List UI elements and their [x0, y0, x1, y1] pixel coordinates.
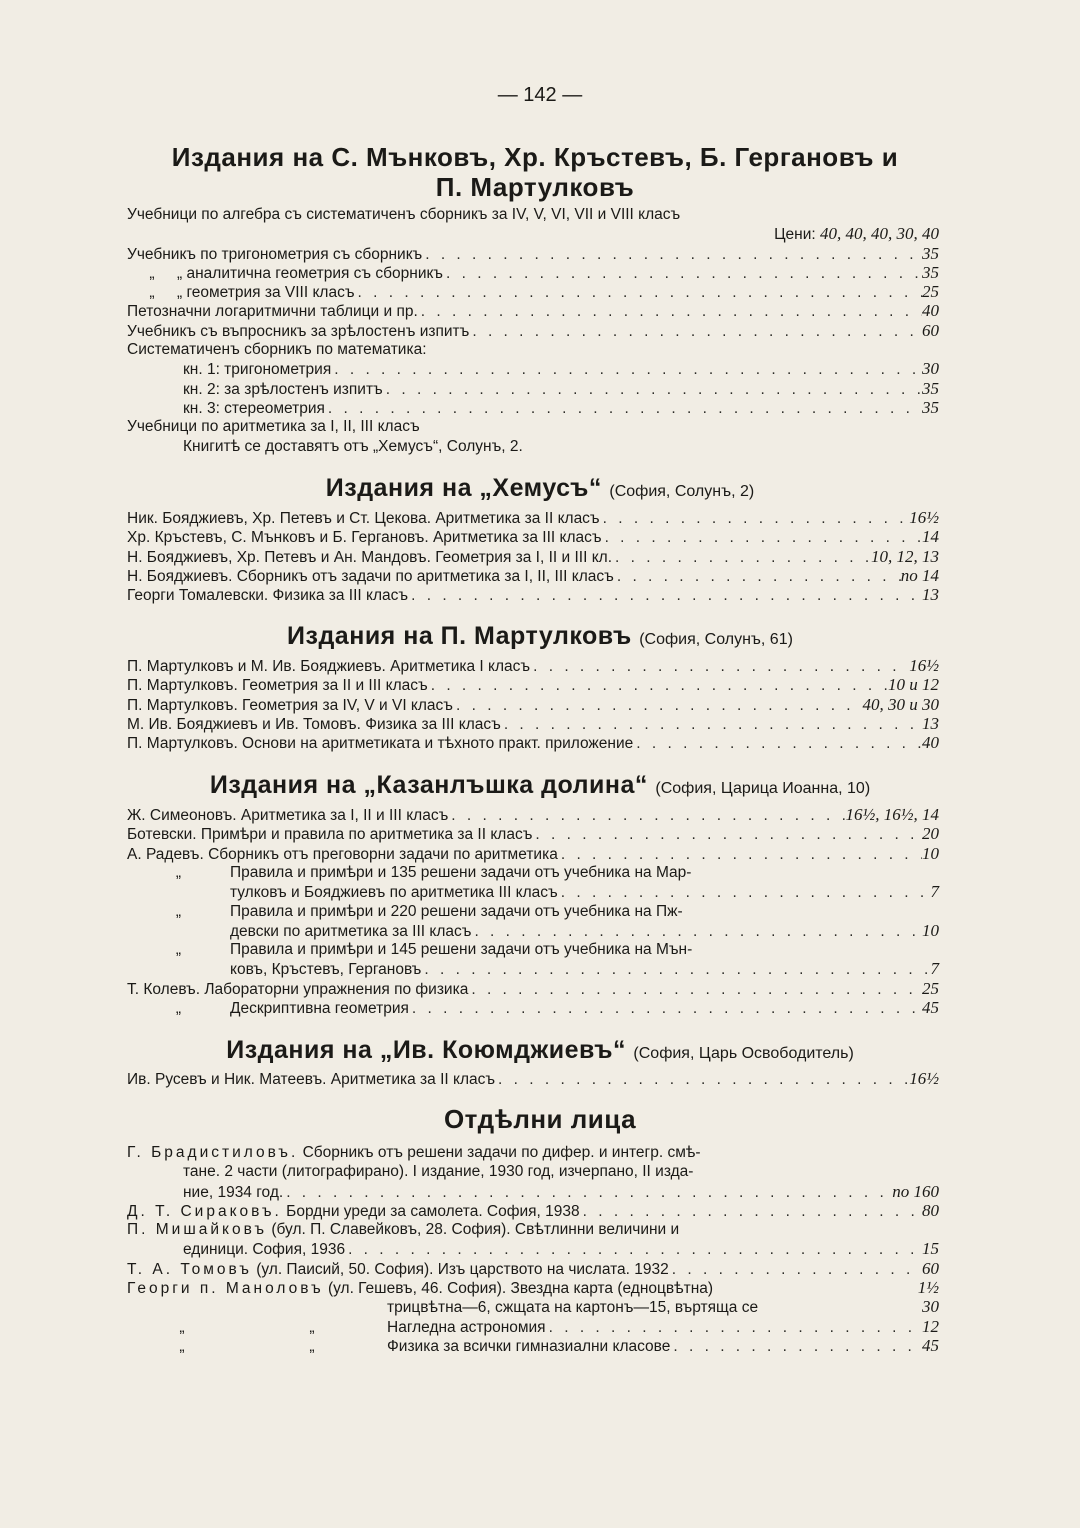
list-item: Д. Т. Сираковъ. Бордни уреди за самолета. София, 1938 . . . 80 — [127, 1201, 939, 1220]
section-4-title: Издания на „Казанлъшка долина“ — [209, 771, 648, 799]
section-3-subtitle: (София, Солунъ, 61) — [639, 631, 793, 648]
section-3-heading — [0, 622, 1080, 651]
intro-line: Учебници по алгебра съ систематиченъ сборникъ за IV, V, VI, VII и VIII класъ — [127, 206, 681, 223]
list-item: Н. Бояджиевъ. Сборникъ отъ задачи по аритметика за I, II, III класъ . . . по 14 — [127, 566, 939, 585]
section-2-subtitle: (София, Солунъ, 2) — [609, 483, 755, 500]
list-item: Т. Колевъ. Лабораторни упражнения по физика . . . 25 — [127, 979, 939, 998]
list-item: Н. Бояджиевъ, Хр. Петевъ и Ан. Мандовъ. Геометрия за I, II и III кл. . . . 10, 12, 13 — [127, 547, 939, 566]
arith-line: Учебници по аритметика за I, II, III класъ — [127, 418, 420, 436]
list-item: П. Мартулковъ. Геометрия за II и III класъ . . . 10 и 12 — [127, 675, 939, 694]
list-item-line1: „ Правила и примѣри и 135 решени задачи отъ учебника на Мар- — [127, 863, 939, 882]
list-item: Учебникъ съ въпросникъ за зрѣлостенъ изпитъ . . . 60 — [127, 321, 939, 340]
list-item: Хр. Кръстевъ, С. Мънковъ и Б. Гергановъ. Аритметика за III класъ . . . 14 — [127, 527, 939, 546]
list-item: кн. 2: за зрѣлостенъ изпитъ . . . 35 — [127, 379, 939, 398]
list-item: „ „ аналитична геометрия съ сборникъ . . . 35 — [127, 263, 939, 282]
section-2-title: Издания на „Хемусъ“ — [325, 474, 602, 502]
section-6-heading — [0, 1104, 1080, 1135]
list-item-line1: „ Правила и примѣри и 220 решени задачи отъ учебника на Пж- — [127, 902, 939, 921]
ditto-mark: „ — [175, 864, 182, 881]
list-item: Ж. Симеоновъ. Аритметика за I, II и III класъ . . . 16½, 16½, 14 — [127, 805, 939, 824]
list-item: Георги Томалевски. Физика за III класъ . . . 13 — [127, 585, 939, 604]
list-item: ние, 1934 год. . . . по 160 — [127, 1182, 939, 1201]
list-item: Петозначни логаритмични таблици и пр. . . . 40 — [127, 301, 939, 320]
section-4-heading — [0, 771, 1080, 800]
list-item: П. Мартулковъ. Геометрия за IV, V и VI класъ . . . 40, 30 и 30 — [127, 695, 939, 714]
list-item: кн. 1: тригонометрия . . . 30 — [127, 359, 939, 378]
list-item: „ „ геометрия за VIII класъ . . . 25 — [127, 282, 939, 301]
list-item: Ботевски. Примѣри и правила по аритметика за II класъ . . . 20 — [127, 824, 939, 843]
list-item: Г. Брадистиловъ. Сборникъ отъ решени задачи по дифер. и интегр. смѣ- — [127, 1144, 701, 1161]
ditto-mark: „ — [175, 902, 182, 920]
list-item-line2: девски по аритметика за III класъ . . . 10 — [127, 921, 939, 940]
list-item: П. Мартулковъ и М. Ив. Бояджиевъ. Аритметика I класъ . . . 16½ — [127, 656, 939, 675]
list-item: „ „ Физика за всички гимназиални класове . . . 45 — [127, 1336, 939, 1355]
section-2-list — [127, 508, 939, 604]
section-6-title: Отдѣлни лица — [443, 1104, 637, 1134]
section-4-multi — [127, 863, 939, 1017]
list-item: П. Мартулковъ. Основи на аритметиката и тѣхното практ. приложение . . . 40 — [127, 733, 939, 752]
section-3-list — [127, 656, 939, 752]
list-item-line1: „ Правила и примѣри и 145 решени задачи отъ учебника на Мън- — [127, 940, 939, 959]
system-line: Систематиченъ сборникъ по математика: — [127, 341, 427, 359]
list-item: Ив. Русевъ и Ник. Матеевъ. Аритметика за II класъ . . . 16½ — [127, 1069, 939, 1088]
section-4-subtitle: (София, Царица Иоанна, 10) — [655, 780, 871, 797]
list-item: П. Мишайковъ (бул. П. Славейковъ, 28. София). Свѣтлинни величини и — [127, 1221, 680, 1239]
list-item: кн. 3: стереометрия . . . 35 — [127, 398, 939, 417]
prices-line — [127, 224, 939, 243]
list-item: „ Дескриптивна геометрия . . . 45 — [127, 998, 939, 1017]
section-1-heading — [115, 142, 955, 202]
list-item: единици. София, 1936 . . . 15 — [127, 1239, 939, 1258]
delivery-line: Книгитѣ се доставятъ отъ „Хемусъ“, Солунъ, 2. — [183, 437, 523, 455]
ditto-mark: „ — [175, 1000, 182, 1018]
section-5-heading — [0, 1036, 1080, 1065]
list-item: трицвѣтна—6, сжщата на картонъ—15, въртяща се 30 — [387, 1297, 939, 1317]
list-item: М. Ив. Бояджиевъ и Ив. Томовъ. Физика за III класъ . . . 13 — [127, 714, 939, 733]
section-5-subtitle: (София, Царь Освободитель) — [633, 1045, 854, 1062]
ditto-mark: „ — [149, 284, 155, 302]
prices-values: 40, 40, 40, 30, 40 — [820, 224, 939, 244]
list-item: тане. 2 части (литографирано). I издание, 1930 год, изчерпано, II изда- — [183, 1163, 694, 1181]
section-5-list — [127, 1069, 939, 1088]
section-6-list — [127, 1143, 939, 1355]
section-5-title: Издания на „Ив. Коюмджиевъ“ — [226, 1036, 626, 1064]
ditto-mark: „ — [175, 941, 182, 959]
list-item-line2: ковъ, Кръстевъ, Гергановъ . . . 7 — [127, 959, 939, 978]
list-item: „ „ Нагледна астрономия . . . 12 — [127, 1317, 939, 1336]
list-item-line2: тулковъ и Бояджиевъ по аритметика III класъ . . . 7 — [127, 882, 939, 901]
section-2-heading — [0, 474, 1080, 503]
list-item: Учебникъ по тригонометрия съ сборникъ . . . 35 — [127, 244, 939, 263]
ditto-mark: „ — [149, 264, 155, 282]
prices-label: Цени: — [774, 226, 816, 244]
ditto-mark: „ — [179, 1318, 185, 1336]
ditto-mark: „ — [309, 1337, 315, 1355]
list-item: Т. А. Томовъ (ул. Паисий, 50. София). Изъ царството на числата. 1932 . . . 60 — [127, 1259, 939, 1278]
list-item: А. Радевъ. Сборникъ отъ преговорни задачи по аритметика . . . 10 — [127, 844, 939, 863]
section-1-list — [127, 205, 939, 456]
list-item: Георги п. Маноловъ (ул. Гешевъ, 46. София). Звездна карта (едноцвѣтна) 1½ — [127, 1278, 939, 1298]
page-number: — 142 — — [497, 84, 583, 106]
section-3-title: Издания на П. Мартулковъ — [287, 622, 632, 650]
ditto-mark: „ — [179, 1337, 185, 1355]
ditto-mark: „ — [309, 1318, 315, 1336]
list-item: Ник. Бояджиевъ, Хр. Петевъ и Ст. Цекова. Аритметика за II класъ . . . 16½ — [127, 508, 939, 527]
section-1-title-line1: Издания на С. Мънковъ, Хр. Кръстевъ, Б. Гергановъ и — [171, 142, 899, 172]
section-1-title-line2: П. Мартулковъ — [435, 172, 635, 202]
